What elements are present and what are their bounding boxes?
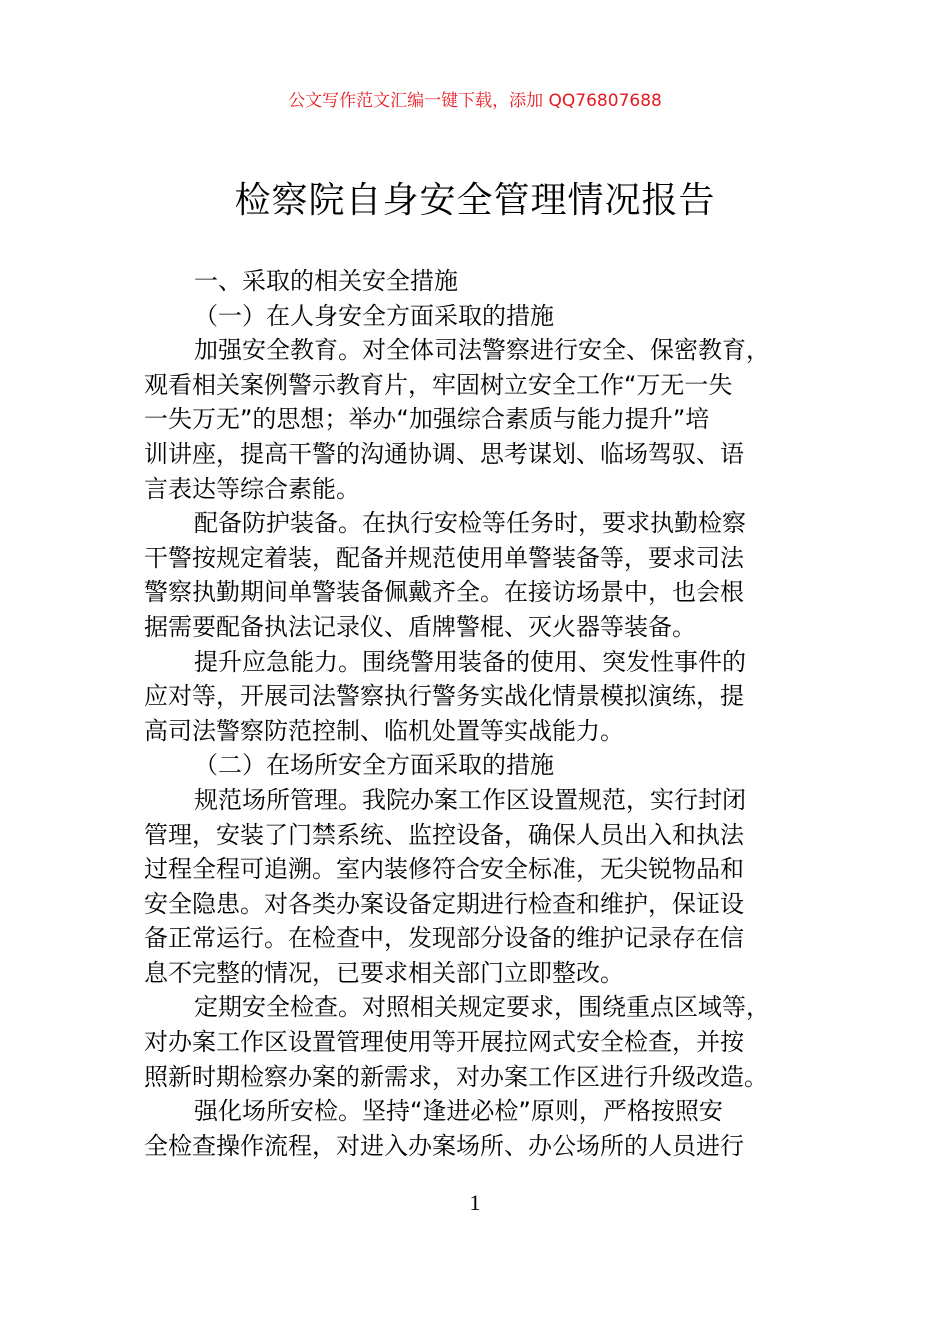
paragraph-line: 规范场所管理。我院办案工作区设置规范，实行封闭 bbox=[194, 785, 746, 814]
paragraph-line: 应对等，开展司法警察执行警务实战化情景模拟演练，提 bbox=[144, 682, 744, 711]
paragraph-line: 据需要配备执法记录仪、盾牌警棍、灭火器等装备。 bbox=[144, 612, 696, 641]
paragraph-line: 干警按规定着装，配备并规范使用单警装备等，要求司法 bbox=[144, 543, 744, 572]
paragraph-line: 高司法警察防范控制、临机处置等实战能力。 bbox=[144, 716, 624, 745]
paragraph-line: 观看相关案例警示教育片，牢固树立安全工作“万无一失 bbox=[144, 370, 733, 399]
paragraph-line: 照新时期检察办案的新需求，对办案工作区进行升级改造。 bbox=[144, 1062, 768, 1091]
paragraph-line: 提升应急能力。围绕警用装备的使用、突发性事件的 bbox=[194, 647, 746, 676]
paragraph-line: 强化场所安检。坚持“逢进必检”原则，严格按照安 bbox=[194, 1097, 723, 1126]
paragraph-line: 全检查操作流程，对进入办案场所、办公场所的人员进行 bbox=[144, 1131, 744, 1160]
paragraph-line: 加强安全教育。对全体司法警察进行安全、保密教育， bbox=[194, 336, 770, 365]
paragraph-line: 言表达等综合素能。 bbox=[144, 474, 360, 503]
subsection-heading: （一）在人身安全方面采取的措施 bbox=[194, 301, 554, 330]
paragraph-line: 训讲座，提高干警的沟通协调、思考谋划、临场驾驭、语 bbox=[144, 439, 744, 468]
paragraph-line: 管理，安装了门禁系统、监控设备，确保人员出入和执法 bbox=[144, 820, 744, 849]
section-heading: 一、采取的相关安全措施 bbox=[194, 267, 458, 295]
paragraph-line: 定期安全检查。对照相关规定要求，围绕重点区域等， bbox=[194, 993, 770, 1022]
paragraph-line: 警察执勤期间单警装备佩戴齐全。在接访场景中，也会根 bbox=[144, 578, 744, 607]
paragraph-line: 备正常运行。在检查中，发现部分设备的维护记录存在信 bbox=[144, 924, 744, 953]
subsection-heading: （二）在场所安全方面采取的措施 bbox=[194, 751, 554, 780]
document-title: 检察院自身安全管理情况报告 bbox=[234, 180, 716, 221]
paragraph-line: 安全隐患。对各类办案设备定期进行检查和维护，保证设 bbox=[144, 889, 744, 918]
paragraph-line: 配备防护装备。在执行安检等任务时，要求执勤检察 bbox=[194, 509, 746, 538]
download-promo-note: 公文写作范文汇编一键下载，添加 QQ76807688 bbox=[288, 91, 662, 111]
page-number: 1 bbox=[469, 1190, 481, 1215]
paragraph-line: 一失万无”的思想；举办“加强综合素质与能力提升”培 bbox=[144, 405, 710, 434]
paragraph-line: 对办案工作区设置管理使用等开展拉网式安全检查，并按 bbox=[144, 1028, 744, 1057]
paragraph-line: 息不完整的情况，已要求相关部门立即整改。 bbox=[144, 958, 624, 987]
document-body bbox=[144, 264, 824, 1163]
paragraph-line: 过程全程可追溯。室内装修符合安全标准，无尖锐物品和 bbox=[144, 855, 744, 884]
